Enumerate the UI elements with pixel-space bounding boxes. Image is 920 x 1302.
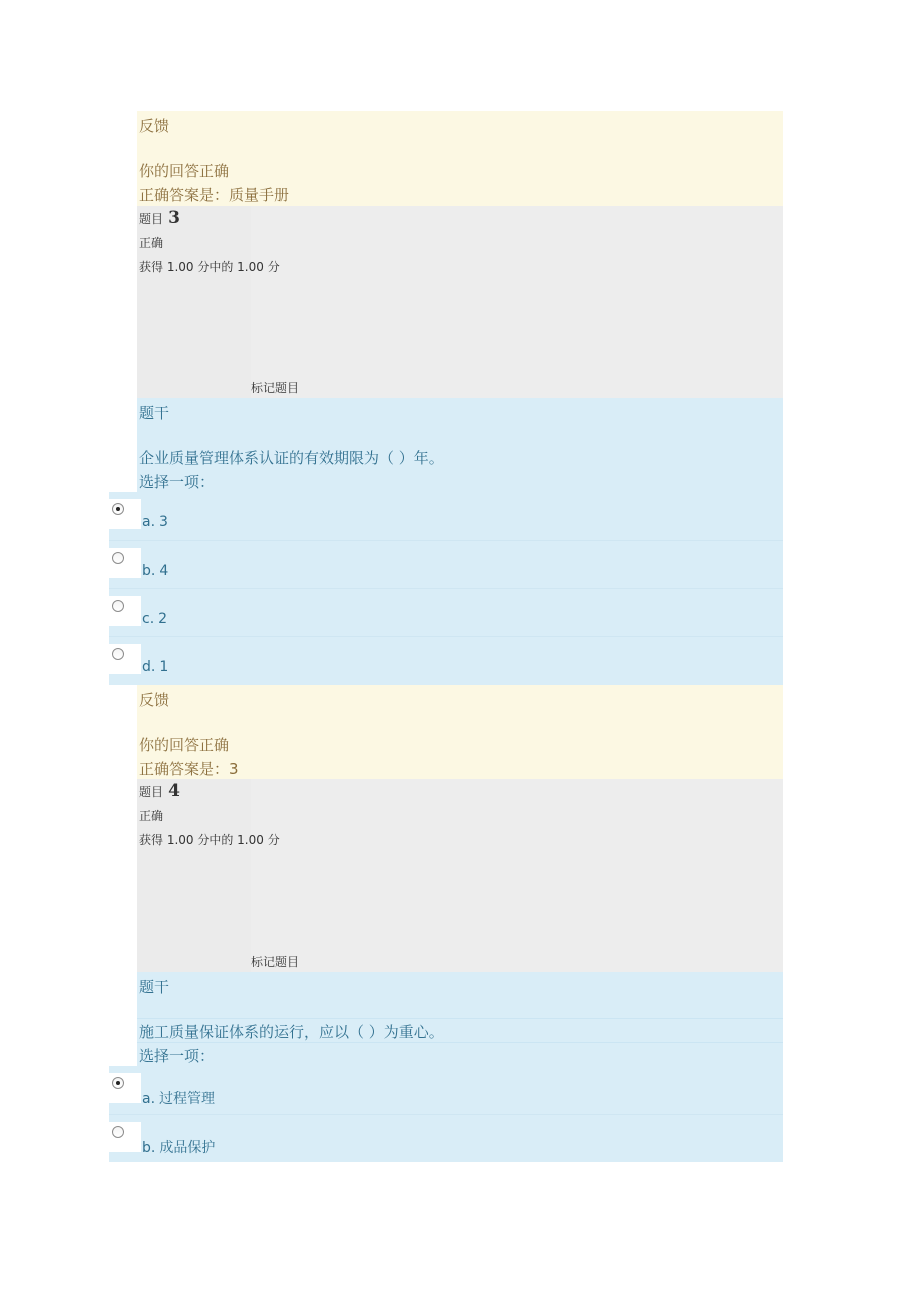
question-stem: 企业质量管理体系认证的有效期限为（ ）年。 <box>139 449 444 467</box>
radio-button[interactable] <box>112 648 124 660</box>
option-label[interactable] <box>142 1088 215 1108</box>
stem-heading: 题干 <box>139 404 170 422</box>
flag-question-link[interactable]: 标记题目 <box>251 955 300 969</box>
option-letter: b. <box>142 1140 156 1156</box>
question-number-value: 4 <box>168 781 180 801</box>
option-row[interactable] <box>109 636 783 684</box>
option-text: 4 <box>159 563 169 579</box>
option-row[interactable] <box>109 1066 783 1114</box>
feedback-heading: 反馈 <box>139 691 170 709</box>
option-row[interactable] <box>109 1114 783 1162</box>
question-number <box>139 781 180 801</box>
feedback-correct-answer: 正确答案是：3 <box>139 760 239 778</box>
option-letter: d. <box>142 659 156 675</box>
question-score: 获得 1.00 分中的 1.00 分 <box>139 260 280 274</box>
feedback-result: 你的回答正确 <box>139 736 230 754</box>
option-row[interactable] <box>109 588 783 636</box>
feedback-panel <box>137 111 783 206</box>
radio-container <box>109 1122 141 1152</box>
radio-container <box>109 499 141 529</box>
answer-instruction: 选择一项： <box>139 1047 215 1065</box>
row-divider <box>137 1042 783 1043</box>
question-number-value: 3 <box>168 208 180 228</box>
feedback-result: 你的回答正确 <box>139 162 230 180</box>
radio-button-selected[interactable] <box>112 503 124 515</box>
radio-container <box>109 548 141 578</box>
radio-button[interactable] <box>112 1126 124 1138</box>
radio-container <box>109 644 141 674</box>
flag-question-link[interactable]: 标记题目 <box>251 381 300 395</box>
option-letter: c. <box>142 611 155 627</box>
option-row[interactable] <box>109 492 783 540</box>
radio-container <box>109 596 141 626</box>
radio-button[interactable] <box>112 600 124 612</box>
feedback-heading: 反馈 <box>139 117 170 135</box>
option-label[interactable] <box>142 611 167 627</box>
option-text: 3 <box>159 514 168 530</box>
option-text: 成品保护 <box>159 1140 216 1156</box>
option-letter: b. <box>142 563 156 579</box>
option-label[interactable] <box>142 659 168 675</box>
question-stem: 施工质量保证体系的运行，应以（ ）为重心。 <box>139 1023 444 1041</box>
feedback-correct-answer: 正确答案是：质量手册 <box>139 186 290 204</box>
question-content-panel <box>137 972 783 1066</box>
question-info-panel <box>137 206 783 398</box>
option-text: 2 <box>158 611 168 627</box>
radio-button[interactable] <box>112 552 124 564</box>
question-number <box>139 208 180 228</box>
option-text: 过程管理 <box>159 1091 216 1107</box>
option-row[interactable] <box>109 540 783 588</box>
question-label: 题目 <box>139 212 164 226</box>
question-content-panel <box>137 398 783 492</box>
option-letter: a. <box>142 514 156 530</box>
radio-button-selected[interactable] <box>112 1077 124 1089</box>
question-info-panel <box>137 779 783 972</box>
stem-heading: 题干 <box>139 978 170 996</box>
option-text: 1 <box>159 659 169 675</box>
row-divider <box>137 1018 783 1019</box>
feedback-panel <box>137 685 783 779</box>
question-score: 获得 1.00 分中的 1.00 分 <box>139 833 280 847</box>
option-label[interactable] <box>142 514 168 530</box>
question-label: 题目 <box>139 785 164 799</box>
radio-container <box>109 1073 141 1103</box>
question-status: 正确 <box>139 236 164 250</box>
question-status: 正确 <box>139 809 164 823</box>
answer-instruction: 选择一项： <box>139 473 215 491</box>
option-label[interactable] <box>142 1137 215 1157</box>
option-letter: a. <box>142 1091 156 1107</box>
option-label[interactable] <box>142 563 168 579</box>
